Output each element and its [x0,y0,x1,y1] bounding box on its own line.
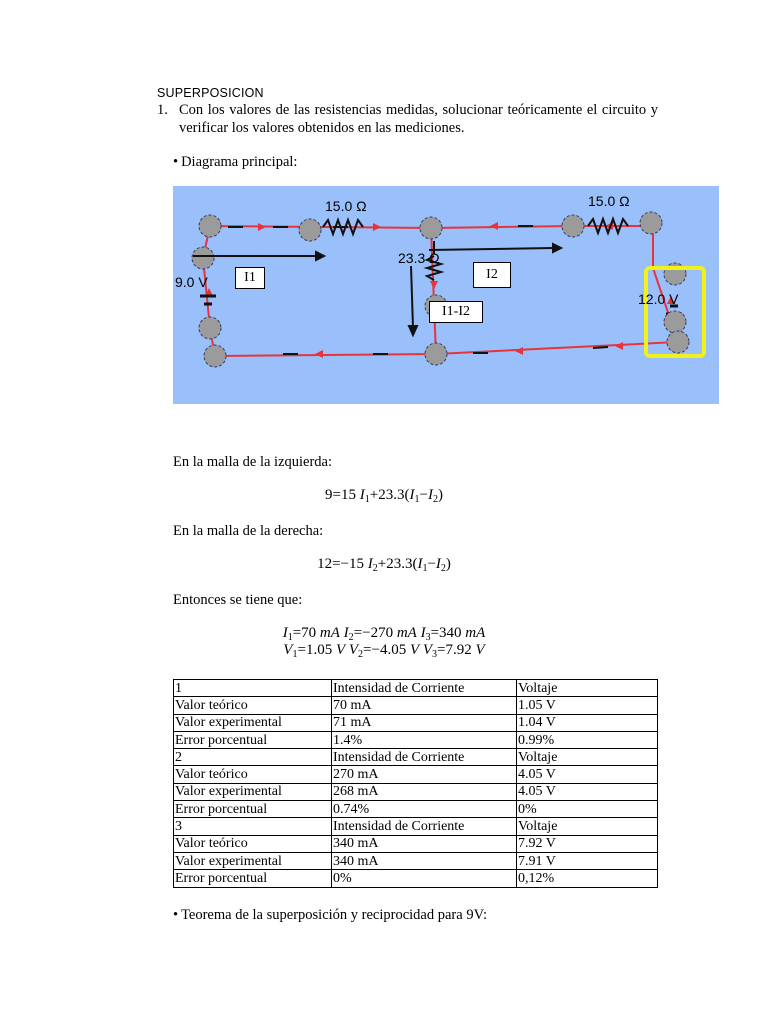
table-cell: Intensidad de Corriente [332,749,517,766]
table-cell: 4.05 V [517,766,658,783]
table-row [174,835,658,852]
table-cell: 7.92 V [517,835,658,852]
table-cell: Valor teórico [174,697,332,714]
table-row [174,852,658,869]
table-cell: 1 [174,680,332,697]
table-row [174,766,658,783]
voltage-results: $V_1=1.05$ V $V_2=-4.05$ V $V_3=7.92$ V [283,642,485,660]
mesh-current-arrows [193,244,561,335]
table-cell: 270 mA [332,766,517,783]
table-row [174,697,658,714]
table-cell: 0.74% [332,801,517,818]
table-row [174,731,658,748]
label-i2: I2 [473,262,511,288]
table-cell: Intensidad de Corriente [332,818,517,835]
table-cell: Valor teórico [174,835,332,852]
table-row [174,680,658,697]
footer-bullet-text: Teorema de la superposición y reciprocidad para 9V: [181,907,487,923]
table-cell: 4.05 V [517,783,658,800]
table-row [174,801,658,818]
table-cell: 1.04 V [517,714,658,731]
table-cell: 268 mA [332,783,517,800]
table-cell: 2 [174,749,332,766]
table-cell: Valor teórico [174,766,332,783]
table-cell: 0% [517,801,658,818]
table-cell: Error porcentual [174,731,332,748]
table-cell: 1.05 V [517,697,658,714]
table-cell: 3 [174,818,332,835]
circuit-nodes [192,212,689,367]
result-i1: 70 [301,625,317,641]
table-cell: Valor experimental [174,783,332,800]
table-cell: Voltaje [517,818,658,835]
label-i1: I1 [235,267,265,289]
equation-left-mesh: 9=15 $I_1+23.3(I_1-I_2)$ [325,487,443,505]
table-row [174,749,658,766]
table-cell: 70 mA [332,697,517,714]
diagram-caption-text: Diagrama principal: [181,154,298,170]
table-cell: Error porcentual [174,801,332,818]
label-i1-i2: I1-I2 [429,301,483,323]
table-cell: Intensidad de Corriente [332,680,517,697]
footer-bullet [173,907,487,924]
table-row [174,870,658,887]
table-cell: 1.4% [332,731,517,748]
wire-segments [228,226,608,354]
current-arrows [205,222,675,358]
result-i3: 340 [439,625,462,641]
result-v1: 1.05 [305,642,333,658]
then-label: Entonces se tiene que: [173,592,303,608]
result-v2: 4.05 [379,642,407,658]
table-cell: 340 mA [332,835,517,852]
eq-right-lhs: 12 [317,556,333,572]
table-cell: 0% [332,870,517,887]
result-i2: 270 [370,625,394,641]
results-table [173,679,658,888]
label-r-top-left: 15.0 Ω [325,198,367,214]
circuit-wires [203,226,678,356]
result-v3: 7.92 [445,642,472,658]
list-item-text: Con los valores de las resistencias medidas, solucionar teóricamente el circuito y verificar los valores obtenidos en las mediciones. [179,102,658,136]
label-r-top-right: 15.0 Ω [588,193,630,209]
right-mesh-label: En la malla de la derecha: [173,523,324,539]
list-item-number: 1. [157,102,168,118]
table-cell: Valor experimental [174,714,332,731]
table-cell: 7.91 V [517,852,658,869]
table-cell: Voltaje [517,680,658,697]
label-r-middle: 23.3 Ω [398,250,440,266]
left-mesh-label: En la malla de la izquierda: [173,454,333,470]
eq-left-coef1: 15 [341,487,357,503]
table-row [174,818,658,835]
eq-left-coef2: 23.3 [378,487,405,503]
current-results: $I_1=70$ mA $I_2=-270$ mA $I_3=340$ mA [282,625,486,643]
section-heading: SUPERPOSICION [157,86,264,100]
equation-right-mesh: 12=−15 $I_2+23.3(I_1-I_2)$ [317,556,451,574]
table-cell: 71 mA [332,714,517,731]
eq-left-lhs: 9 [325,487,333,503]
eq-right-coef1: 15 [348,556,364,572]
eq-right-coef2: 23.3 [386,556,413,572]
table-cell: Error porcentual [174,870,332,887]
table-row [174,783,658,800]
circuit-diagram [173,186,719,404]
label-v-right: 12.0 V [638,291,679,307]
table-cell: Valor experimental [174,852,332,869]
label-v-left: 9.0 V [175,274,208,290]
table-cell: 340 mA [332,852,517,869]
table-cell: 0.99% [517,731,658,748]
table-cell: 0,12% [517,870,658,887]
table-cell: Voltaje [517,749,658,766]
diagram-caption [173,154,297,171]
table-row [174,714,658,731]
